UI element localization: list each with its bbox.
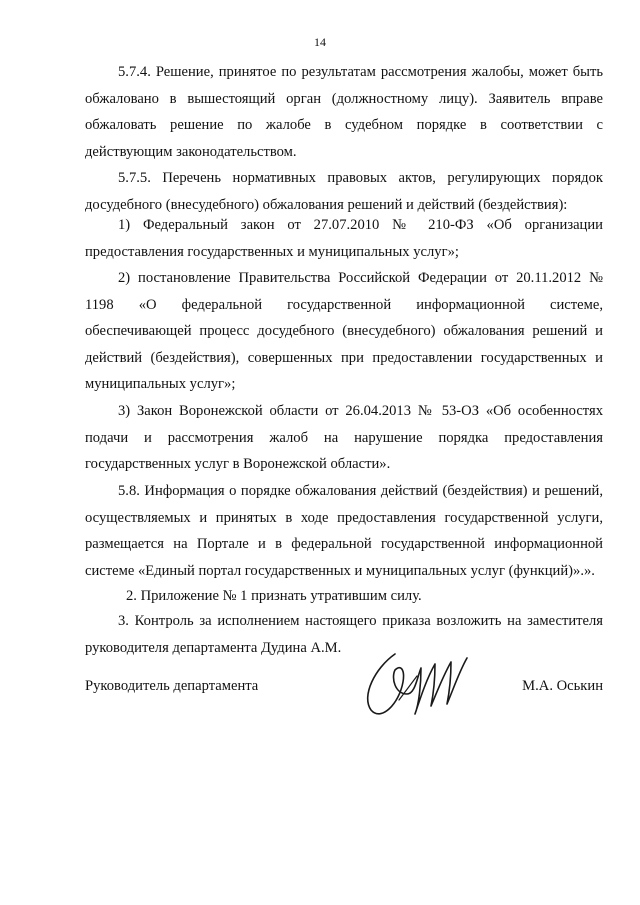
page-number: 14 — [314, 35, 326, 49]
signatory-role: Руководитель департамента — [85, 678, 259, 694]
signature-row — [85, 673, 603, 703]
paragraph-appendix-void: 2. Приложение № 1 признать утратившим силу. — [126, 588, 422, 604]
paragraph-5-7-5: 5.7.5. Перечень нормативных правовых актов, регулирующих порядок досудебного (внесудебного) обжалования решений и действий (бездействия): — [85, 170, 603, 213]
paragraph-5-8: 5.8. Информация о порядке обжалования действий (бездействия) и решений, осуществляемых и принятых в ходе предоставления государственной услуги, размещается на Портале и в федеральной государственной информационной системе «Единый портал государственных и муниципальных услуг (функций)».». — [85, 483, 603, 579]
signatory-name: М.А. Оськин — [522, 678, 603, 694]
list-item-regional-law: 3) Закон Воронежской области от 26.04.2013 № 53-ОЗ «Об особенностях подачи и рассмотрения жалоб на нарушение порядка предоставления государственных услуг в Воронежской области». — [85, 403, 603, 473]
list-item-federal-law: 1) Федеральный закон от 27.07.2010 № 210-ФЗ «Об организации предоставления государственных и муниципальных услуг»; — [85, 217, 603, 260]
list-item-government-decree: 2) постановление Правительства Российской Федерации от 20.11.2012 № 1198 «О федеральной государственной информационной системе, обеспечивающей процесс досудебного (внесудебного) обжалования решений и действий (бездействия), совершенных при предоставлении государственных и муниципальных услуг»; — [85, 270, 603, 393]
paragraph-control: 3. Контроль за исполнением настоящего приказа возложить на заместителя руководителя департамента Дудина А.М. — [85, 613, 603, 656]
paragraph-5-7-4: 5.7.4. Решение, принятое по результатам рассмотрения жалобы, может быть обжаловано в вышестоящий орган (должностному лицу). Заявитель вправе обжаловать решение по жалобе в судебном порядке в соответствии с действующим законодательством. — [85, 64, 603, 160]
